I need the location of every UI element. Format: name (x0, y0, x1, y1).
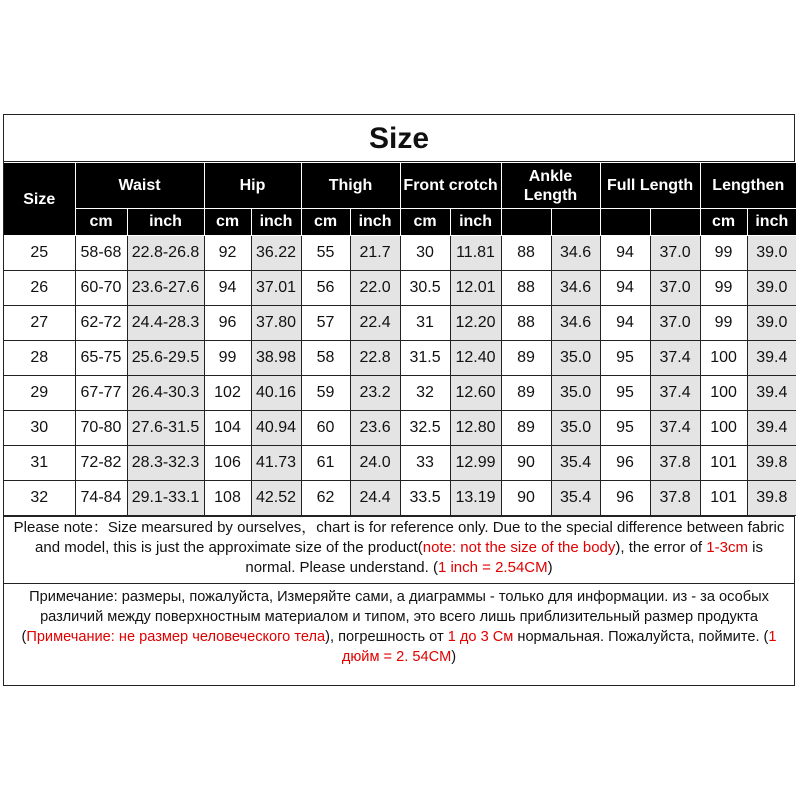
table-cell: 13.19 (450, 481, 501, 516)
table-cell: 26.4-30.3 (127, 376, 204, 411)
table-cell: 67-77 (75, 376, 127, 411)
note-russian-text-2: ), погрешность от (325, 629, 448, 645)
table-cell: 12.20 (450, 306, 501, 341)
table-row (4, 446, 796, 481)
table-cell: 61 (301, 446, 350, 481)
table-cell: 37.01 (251, 271, 301, 306)
table-cell: 22.8-26.8 (127, 236, 204, 271)
table-cell: 24.4 (350, 481, 400, 516)
note-english-text-2: ), the error of (615, 539, 707, 556)
table-cell: 37.4 (650, 341, 700, 376)
subheader-cm: cm (700, 209, 747, 236)
chart-title: Size (4, 115, 794, 162)
table-cell: 100 (700, 341, 747, 376)
table-cell: 32.5 (400, 411, 450, 446)
table-row (4, 411, 796, 446)
note-russian-highlight-3: 1 дюйм = 2. 54CM (341, 629, 777, 665)
table-row (4, 376, 796, 411)
table-cell: 41.73 (251, 446, 301, 481)
size-chart (3, 114, 795, 686)
table-cell: 89 (501, 376, 551, 411)
table-cell: 12.80 (450, 411, 501, 446)
table-cell: 39.4 (747, 411, 796, 446)
header-front-crotch: Front crotch (400, 163, 501, 209)
table-cell: 60-70 (75, 271, 127, 306)
table-cell: 35.0 (551, 376, 600, 411)
table-cell: 24.0 (350, 446, 400, 481)
table-cell: 58-68 (75, 236, 127, 271)
table-cell: 35.0 (551, 411, 600, 446)
subheader-inch: inch (350, 209, 400, 236)
note-english-highlight-1: note: not the size of the body (422, 539, 616, 556)
table-cell: 12.01 (450, 271, 501, 306)
size-cell: 25 (4, 236, 75, 271)
size-table (4, 162, 796, 516)
subheader-cm: cm (301, 209, 350, 236)
table-cell: 40.94 (251, 411, 301, 446)
table-cell: 74-84 (75, 481, 127, 516)
table-cell: 33.5 (400, 481, 450, 516)
note-russian (4, 583, 794, 670)
table-cell: 95 (600, 341, 650, 376)
table-cell: 65-75 (75, 341, 127, 376)
table-cell: 35.0 (551, 341, 600, 376)
table-cell: 40.16 (251, 376, 301, 411)
table-cell: 106 (204, 446, 251, 481)
table-cell: 100 (700, 376, 747, 411)
table-cell: 36.22 (251, 236, 301, 271)
table-cell: 72-82 (75, 446, 127, 481)
note-english-highlight-3: 1 inch = 2.54CM (437, 559, 548, 576)
table-cell: 39.0 (747, 271, 796, 306)
table-cell: 99 (700, 271, 747, 306)
header-lengthen: Lengthen (700, 163, 796, 209)
table-cell: 99 (700, 306, 747, 341)
table-cell: 12.40 (450, 341, 501, 376)
subheader-inch: inch (251, 209, 301, 236)
table-cell: 37.0 (650, 271, 700, 306)
table-cell: 30 (400, 236, 450, 271)
note-russian-highlight-1: Примечание: не размер человеческого тела (26, 629, 326, 645)
table-cell: 39.4 (747, 376, 796, 411)
table-cell: 94 (204, 271, 251, 306)
table-cell: 90 (501, 446, 551, 481)
subheader-inch: inch (747, 209, 796, 236)
table-cell: 12.99 (450, 446, 501, 481)
table-cell: 94 (600, 271, 650, 306)
size-cell: 27 (4, 306, 75, 341)
note-english-text-4: ) (547, 559, 553, 576)
table-cell: 35.4 (551, 481, 600, 516)
table-cell: 37.0 (650, 236, 700, 271)
table-cell: 90 (501, 481, 551, 516)
table-cell: 32 (400, 376, 450, 411)
table-cell: 39.0 (747, 236, 796, 271)
table-cell: 21.7 (350, 236, 400, 271)
header-thigh: Thigh (301, 163, 400, 209)
table-cell: 34.6 (551, 306, 600, 341)
subheader-cm: cm (400, 209, 450, 236)
subheader-inch: inch (127, 209, 204, 236)
size-cell: 28 (4, 341, 75, 376)
header-hip: Hip (204, 163, 301, 209)
table-cell: 96 (600, 446, 650, 481)
table-cell: 101 (700, 446, 747, 481)
table-cell: 96 (204, 306, 251, 341)
table-row (4, 306, 796, 341)
size-cell: 26 (4, 271, 75, 306)
table-cell: 56 (301, 271, 350, 306)
table-cell: 88 (501, 236, 551, 271)
table-cell: 38.98 (251, 341, 301, 376)
table-cell: 92 (204, 236, 251, 271)
note-english-highlight-2: 1-3cm (706, 539, 748, 556)
table-cell: 95 (600, 411, 650, 446)
subheader-inch (650, 209, 700, 236)
size-cell: 31 (4, 446, 75, 481)
table-cell: 23.2 (350, 376, 400, 411)
note-russian-text-3: нормальная. Пожалуйста, поймите. ( (513, 629, 769, 645)
header-ankle-length: Ankle Length (501, 163, 600, 209)
table-row (4, 236, 796, 271)
table-cell: 33 (400, 446, 450, 481)
note-english-text-1: Please note：Size mearsured by ourselves，chart is for reference only. Due to the special difference between fabric and model, this is just the approximate size of the product( (13, 519, 785, 556)
table-cell: 22.8 (350, 341, 400, 376)
table-cell: 39.4 (747, 341, 796, 376)
note-russian-text-4: ) (451, 649, 457, 665)
table-cell: 27.6-31.5 (127, 411, 204, 446)
note-english-text-3: is normal. Please understand. ( (245, 539, 763, 576)
size-cell: 30 (4, 411, 75, 446)
size-cell: 32 (4, 481, 75, 516)
subheader-cm (501, 209, 551, 236)
table-cell: 23.6-27.6 (127, 271, 204, 306)
table-cell: 23.6 (350, 411, 400, 446)
table-cell: 34.6 (551, 271, 600, 306)
table-row (4, 341, 796, 376)
header-waist: Waist (75, 163, 204, 209)
note-russian-text-1: Примечание: размеры, пожалуйста, Измеряйте сами, а диаграммы - только для информации. из - за особых различий между поверхностным материалом и типом, это всего лишь приблизительный размер продукта ( (21, 589, 769, 645)
table-cell: 35.4 (551, 446, 600, 481)
table-cell: 22.0 (350, 271, 400, 306)
note-russian-highlight-2: 1 до 3 См (447, 629, 514, 645)
table-cell: 108 (204, 481, 251, 516)
note-english (4, 516, 794, 583)
table-cell: 24.4-28.3 (127, 306, 204, 341)
table-cell: 59 (301, 376, 350, 411)
size-cell: 29 (4, 376, 75, 411)
table-cell: 25.6-29.5 (127, 341, 204, 376)
table-cell: 22.4 (350, 306, 400, 341)
table-cell: 62-72 (75, 306, 127, 341)
table-cell: 37.0 (650, 306, 700, 341)
table-cell: 42.52 (251, 481, 301, 516)
table-cell: 60 (301, 411, 350, 446)
table-cell: 62 (301, 481, 350, 516)
table-cell: 88 (501, 306, 551, 341)
subheader-inch (551, 209, 600, 236)
table-cell: 94 (600, 236, 650, 271)
table-cell: 89 (501, 411, 551, 446)
subheader-cm (600, 209, 650, 236)
table-cell: 39.8 (747, 481, 796, 516)
table-cell: 39.0 (747, 306, 796, 341)
table-row (4, 481, 796, 516)
table-cell: 34.6 (551, 236, 600, 271)
header-full-length: Full Length (600, 163, 700, 209)
table-cell: 37.80 (251, 306, 301, 341)
table-cell: 89 (501, 341, 551, 376)
table-cell: 31 (400, 306, 450, 341)
subheader-cm: cm (75, 209, 127, 236)
subheader-inch: inch (450, 209, 501, 236)
table-cell: 102 (204, 376, 251, 411)
table-cell: 94 (600, 306, 650, 341)
table-cell: 101 (700, 481, 747, 516)
table-cell: 99 (204, 341, 251, 376)
table-cell: 99 (700, 236, 747, 271)
table-cell: 58 (301, 341, 350, 376)
table-cell: 57 (301, 306, 350, 341)
header-size: Size (4, 163, 75, 236)
table-cell: 31.5 (400, 341, 450, 376)
table-cell: 55 (301, 236, 350, 271)
table-cell: 96 (600, 481, 650, 516)
table-cell: 95 (600, 376, 650, 411)
table-cell: 37.8 (650, 481, 700, 516)
table-cell: 29.1-33.1 (127, 481, 204, 516)
table-cell: 37.8 (650, 446, 700, 481)
table-cell: 11.81 (450, 236, 501, 271)
table-cell: 37.4 (650, 376, 700, 411)
table-cell: 70-80 (75, 411, 127, 446)
table-cell: 100 (700, 411, 747, 446)
table-cell: 28.3-32.3 (127, 446, 204, 481)
table-cell: 12.60 (450, 376, 501, 411)
subheader-cm: cm (204, 209, 251, 236)
table-cell: 88 (501, 271, 551, 306)
table-row (4, 271, 796, 306)
table-cell: 30.5 (400, 271, 450, 306)
table-cell: 39.8 (747, 446, 796, 481)
table-cell: 104 (204, 411, 251, 446)
table-cell: 37.4 (650, 411, 700, 446)
